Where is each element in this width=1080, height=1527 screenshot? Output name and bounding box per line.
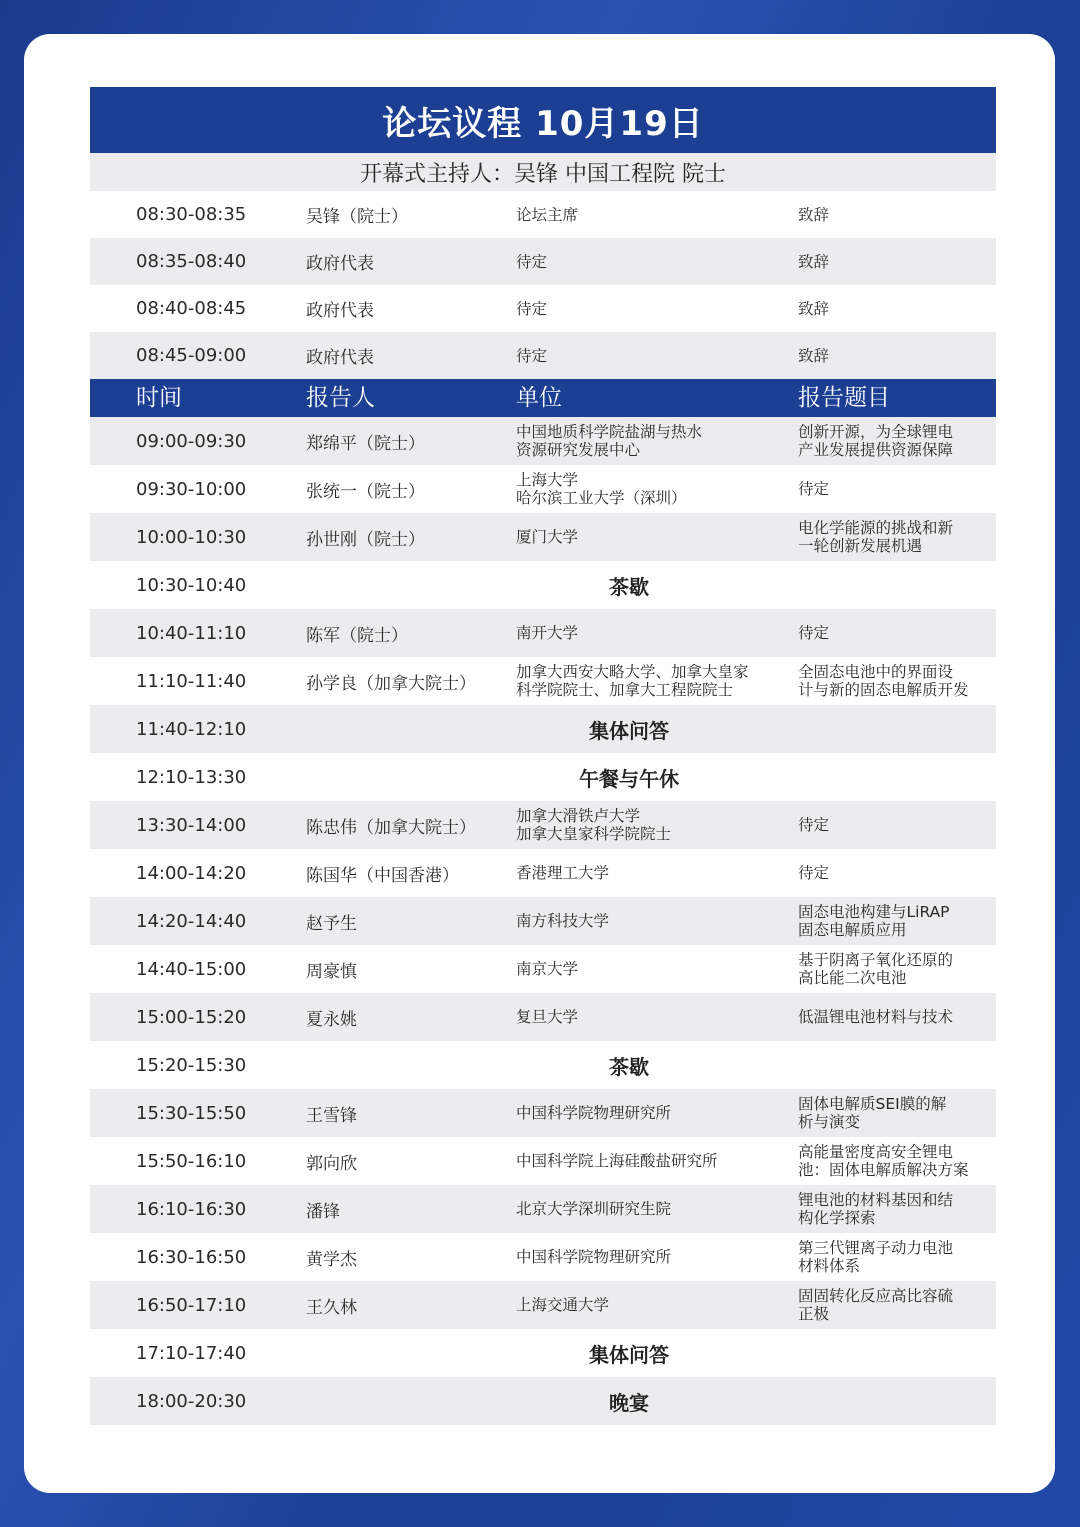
row-topic — [798, 1287, 996, 1323]
row-time: 15:00-15:20 — [136, 1006, 247, 1028]
row-unit — [516, 807, 798, 843]
row-time: 14:00-14:20 — [136, 862, 247, 884]
table-row — [90, 1281, 996, 1329]
header-unit: 单位 — [516, 385, 562, 411]
row-topic-line: 产业发展提供资源保障 — [798, 441, 954, 459]
row-speaker: 夏永姚 — [306, 1009, 357, 1030]
break-row — [90, 753, 996, 801]
table-row — [90, 465, 996, 513]
row-topic-line: 待定 — [798, 480, 830, 498]
row-speaker: 黄学杰 — [306, 1249, 357, 1270]
row-unit: 论坛主席 — [516, 205, 579, 224]
row-unit-line: 南方科技大学 — [516, 912, 610, 930]
row-time: 09:00-09:30 — [136, 430, 247, 452]
row-speaker: 政府代表 — [306, 254, 374, 274]
agenda-sheet — [90, 87, 996, 1425]
row-unit — [516, 912, 798, 930]
row-time: 17:10-17:40 — [136, 1342, 247, 1364]
row-topic — [798, 864, 996, 882]
row-topic — [798, 903, 996, 939]
row-unit — [516, 1248, 798, 1266]
row-topic — [798, 663, 996, 699]
schedule-rows — [90, 417, 996, 1425]
row-topic — [798, 1191, 996, 1227]
row-unit-line: 加拿大西安大略大学、加拿大皇家 — [516, 663, 749, 681]
row-time: 15:30-15:50 — [136, 1102, 247, 1124]
row-time: 13:30-14:00 — [136, 814, 247, 836]
row-topic-line: 待定 — [798, 864, 830, 882]
row-unit: 待定 — [516, 299, 548, 318]
row-unit: 待定 — [516, 346, 548, 365]
row-speaker: 王久林 — [306, 1297, 357, 1318]
row-time: 14:20-14:40 — [136, 910, 247, 932]
row-unit — [516, 528, 798, 546]
row-break-label: 茶歇 — [609, 1054, 649, 1079]
row-unit — [516, 624, 798, 642]
row-topic-line: 锂电池的材料基因和结 — [798, 1191, 954, 1209]
row-speaker: 赵予生 — [306, 913, 357, 934]
row-topic — [798, 951, 996, 987]
row-unit-line: 南京大学 — [516, 960, 579, 978]
row-unit — [516, 423, 798, 459]
row-unit-line: 厦门大学 — [516, 528, 579, 546]
row-topic — [798, 1239, 996, 1275]
row-time: 11:10-11:40 — [136, 670, 247, 692]
row-topic: 致辞 — [798, 252, 830, 271]
row-unit-line: 中国地质科学院盐湖与热水 — [516, 423, 703, 441]
row-topic — [798, 423, 996, 459]
table-row — [90, 191, 996, 238]
row-topic-line: 固固转化反应高比容硫 — [798, 1287, 954, 1305]
table-row — [90, 417, 996, 465]
row-speaker: 陈国华（中国香港） — [306, 865, 459, 886]
row-topic-line: 低温锂电池材料与技术 — [798, 1008, 954, 1026]
table-row — [90, 238, 996, 285]
table-row — [90, 993, 996, 1041]
row-topic: 致辞 — [798, 205, 830, 224]
table-header — [90, 379, 996, 417]
row-break-label: 集体问答 — [589, 1342, 669, 1367]
row-time: 16:10-16:30 — [136, 1198, 247, 1220]
row-break-label: 晚宴 — [609, 1390, 649, 1415]
table-row — [90, 1185, 996, 1233]
row-time: 08:45-09:00 — [136, 345, 247, 366]
row-speaker: 孙学良（加拿大院士） — [306, 673, 476, 694]
row-unit-line: 加拿大皇家科学院院士 — [516, 825, 672, 843]
row-topic-line: 计与新的固态电解质开发 — [798, 681, 969, 699]
row-time: 12:10-13:30 — [136, 766, 247, 788]
row-speaker: 政府代表 — [306, 348, 374, 368]
row-topic — [798, 1143, 996, 1179]
row-unit-line: 复旦大学 — [516, 1008, 579, 1026]
row-break-label: 集体问答 — [589, 718, 669, 743]
row-break-label: 茶歇 — [609, 574, 649, 599]
table-row — [90, 1233, 996, 1281]
row-topic-line: 基于阴离子氧化还原的 — [798, 951, 954, 969]
row-time: 10:30-10:40 — [136, 574, 247, 596]
row-unit-line: 中国科学院物理研究所 — [516, 1104, 672, 1122]
row-topic-line: 第三代锂离子动力电池 — [798, 1239, 954, 1257]
row-unit-line: 哈尔滨工业大学（深圳） — [516, 489, 687, 507]
row-topic — [798, 816, 996, 834]
row-time: 10:40-11:10 — [136, 622, 247, 644]
table-row — [90, 801, 996, 849]
row-speaker: 周豪慎 — [306, 961, 357, 982]
table-row — [90, 1137, 996, 1185]
row-topic-line: 高比能二次电池 — [798, 969, 907, 987]
row-speaker: 政府代表 — [306, 301, 374, 321]
row-time: 10:00-10:30 — [136, 526, 247, 548]
row-topic-line: 固态电解质应用 — [798, 921, 907, 939]
row-topic-line: 创新开源，为全球锂电 — [798, 423, 954, 441]
row-unit-line: 上海大学 — [516, 471, 579, 489]
row-speaker: 孙世刚（院士） — [306, 529, 425, 550]
row-speaker: 吴锋（院士） — [306, 207, 408, 227]
row-time: 08:35-08:40 — [136, 251, 247, 272]
row-topic-line: 待定 — [798, 816, 830, 834]
row-unit-line: 香港理工大学 — [516, 864, 610, 882]
row-unit-line: 中国科学院物理研究所 — [516, 1248, 672, 1266]
row-time: 16:30-16:50 — [136, 1246, 247, 1268]
row-unit — [516, 471, 798, 507]
row-speaker: 张统一（院士） — [306, 481, 425, 502]
header-time: 时间 — [136, 385, 182, 411]
break-row — [90, 1041, 996, 1089]
row-topic-line: 电化学能源的挑战和新 — [798, 519, 954, 537]
row-topic — [798, 519, 996, 555]
opening-rows — [90, 191, 996, 379]
header-topic: 报告题目 — [798, 385, 890, 411]
row-unit — [516, 1200, 798, 1218]
row-time: 08:40-08:45 — [136, 298, 247, 319]
row-time: 18:00-20:30 — [136, 1390, 247, 1412]
row-topic-line: 析与演变 — [798, 1113, 861, 1131]
row-break-label: 午餐与午休 — [579, 766, 679, 791]
row-time: 14:40-15:00 — [136, 958, 247, 980]
row-topic: 致辞 — [798, 299, 830, 318]
row-time: 11:40-12:10 — [136, 718, 247, 740]
row-unit — [516, 1152, 798, 1170]
break-row — [90, 1377, 996, 1425]
row-unit — [516, 864, 798, 882]
row-unit: 待定 — [516, 252, 548, 271]
row-time: 16:50-17:10 — [136, 1294, 247, 1316]
row-topic-line: 全固态电池中的界面设 — [798, 663, 954, 681]
table-row — [90, 849, 996, 897]
row-topic-line: 材料体系 — [798, 1257, 861, 1275]
row-unit — [516, 1008, 798, 1026]
row-unit-line: 科学院院士、加拿大工程院院士 — [516, 681, 734, 699]
row-topic-line: 一轮创新发展机遇 — [798, 537, 923, 555]
row-speaker: 王雪锋 — [306, 1105, 357, 1126]
row-topic-line: 固态电池构建与LiRAP — [798, 903, 950, 921]
row-time: 08:30-08:35 — [136, 204, 247, 225]
row-topic-line: 正极 — [798, 1305, 830, 1323]
row-topic — [798, 624, 996, 642]
row-speaker: 陈忠伟（加拿大院士） — [306, 817, 476, 838]
row-unit-line: 南开大学 — [516, 624, 579, 642]
row-speaker: 陈军（院士） — [306, 625, 408, 646]
break-row — [90, 561, 996, 609]
row-topic — [798, 480, 996, 498]
break-row — [90, 1329, 996, 1377]
row-unit-line: 上海交通大学 — [516, 1296, 610, 1314]
row-unit — [516, 1296, 798, 1314]
row-time: 15:50-16:10 — [136, 1150, 247, 1172]
break-row — [90, 705, 996, 753]
row-speaker: 潘锋 — [306, 1201, 340, 1222]
row-unit — [516, 663, 798, 699]
header-speaker: 报告人 — [306, 385, 375, 411]
row-unit-line: 中国科学院上海硅酸盐研究所 — [516, 1152, 718, 1170]
row-topic-line: 待定 — [798, 624, 830, 642]
row-unit-line: 加拿大滑铁卢大学 — [516, 807, 641, 825]
row-time: 09:30-10:00 — [136, 478, 247, 500]
row-topic-line: 构化学探索 — [798, 1209, 876, 1227]
row-topic-line: 高能量密度高安全锂电 — [798, 1143, 954, 1161]
opening-host: 开幕式主持人：吴锋 中国工程院 院士 — [90, 153, 996, 191]
table-row — [90, 609, 996, 657]
row-unit — [516, 960, 798, 978]
row-time: 15:20-15:30 — [136, 1054, 247, 1076]
table-row — [90, 945, 996, 993]
row-topic-line: 池：固体电解质解决方案 — [798, 1161, 969, 1179]
table-row — [90, 285, 996, 332]
row-topic — [798, 1008, 996, 1026]
row-speaker: 郭向欣 — [306, 1153, 357, 1174]
row-speaker: 郑绵平（院士） — [306, 433, 425, 454]
table-row — [90, 332, 996, 379]
row-topic-line: 固体电解质SEI膜的解 — [798, 1095, 947, 1113]
row-unit — [516, 1104, 798, 1122]
table-row — [90, 513, 996, 561]
row-topic — [798, 1095, 996, 1131]
table-row — [90, 897, 996, 945]
table-row — [90, 1089, 996, 1137]
table-row — [90, 657, 996, 705]
agenda-title: 论坛议程 10月19日 — [90, 87, 996, 153]
row-unit-line: 北京大学深圳研究生院 — [516, 1200, 672, 1218]
row-topic: 致辞 — [798, 346, 830, 365]
row-unit-line: 资源研究发展中心 — [516, 441, 641, 459]
